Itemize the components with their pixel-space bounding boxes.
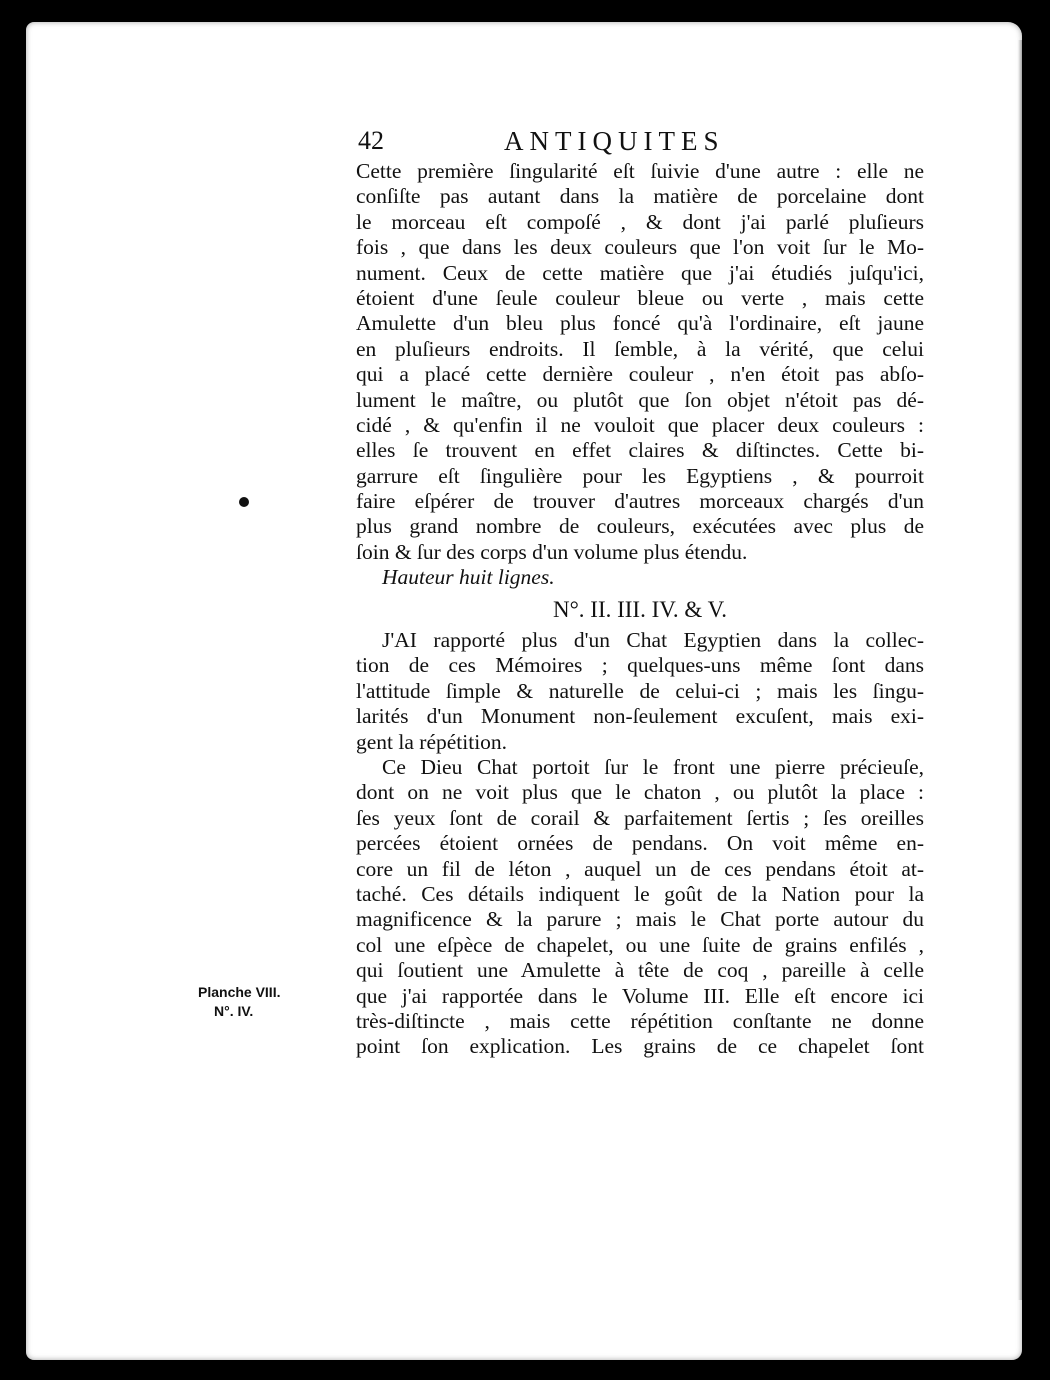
text-line: Ce Dieu Chat portoit ſur le front une pierre précieuſe, (382, 754, 924, 779)
text-line: col une eſpèce de chapelet, ou une ſuite de grains enfilés , (356, 932, 924, 957)
text-line: larités d'un Monument non-ſeulement excuſent, mais exi- (356, 704, 924, 729)
text-line: conſiſte pas autant dans la matière de porcelaine dont (356, 184, 924, 209)
text-line: étoient d'une ſeule couleur bleue ou verte , mais cette (356, 285, 924, 310)
text-line: très-diſtincte , mais cette répétition conſtante ne donne (356, 1008, 924, 1033)
text-line: lument le maître, ou plutôt que ſon objet n'étoit pas dé- (356, 387, 924, 412)
page-header (358, 126, 918, 160)
paragraph-3 (356, 755, 924, 1060)
text-line: point ſon explication. Les grains de ce chapelet ſont (356, 1034, 924, 1059)
text-line: fois , que dans les deux couleurs que l'on voit ſur le Mo- (356, 235, 924, 260)
text-line: taché. Ces détails indiquent le goût de la Nation pour la (356, 881, 924, 906)
text-line: cidé , & qu'enfin il ne vouloit que placer deux couleurs : (356, 412, 924, 437)
text-line: core un fil de léton , auquel un de ces pendans étoit at- (356, 856, 924, 881)
text-line: magnificence & la parure ; mais le Chat porte autour du (356, 907, 924, 932)
paragraph-2 (356, 628, 924, 755)
section-heading: N°. II. III. IV. & V. (552, 596, 728, 622)
ink-dot-mark (239, 497, 249, 507)
text-line: dont on ne voit plus que le chaton , ou plutôt la place : (356, 780, 924, 805)
running-title: ANTIQUITES (504, 126, 725, 156)
margin-note (198, 983, 348, 1021)
page-number: 42 (358, 126, 384, 155)
text-line: faire eſpérer de trouver d'autres morceaux chargés d'un (356, 489, 924, 514)
text-line: ſes yeux ſont de corail & parfaitement ſertis ; ſes oreilles (356, 805, 924, 830)
text-line: gent la répétition. (356, 729, 508, 754)
text-line: tion de ces Mémoires ; quelques-uns même ſont dans (356, 653, 924, 678)
text-line: elles ſe trouvent en effet claires & diſtinctes. Cette bi- (356, 438, 924, 463)
text-line: en pluſieurs endroits. Il ſemble, à la vérité, que celui (356, 336, 924, 361)
text-line: ſoin & ſur des corps d'un volume plus étendu. (356, 539, 748, 564)
text-line: Amulette d'un bleu plus foncé qu'à l'ordinaire, eſt jaune (356, 311, 924, 336)
text-line: garrure eſt ſingulière pour les Egyptiens , & pourroit (356, 463, 924, 488)
text-line: que j'ai rapportée dans le Volume III. Elle eſt encore ici (356, 983, 924, 1008)
margin-note-plate: Planche VIII. (198, 984, 281, 1000)
text-line: J'AI rapporté plus d'un Chat Egyptien dans la collec- (382, 628, 924, 653)
text-line: qui ſoutient une Amulette à tête de coq , pareille à celle (356, 958, 924, 983)
text-line: qui a placé cette dernière couleur , n'en étoit pas abſo- (356, 362, 924, 387)
text-line: plus grand nombre de couleurs, exécutées avec plus de (356, 514, 924, 539)
text-line: l'attitude ſimple & naturelle de celui-ci ; mais les ſingu- (356, 678, 924, 703)
height-note: Hauteur huit lignes. (382, 565, 555, 590)
paragraph-1 (356, 159, 924, 565)
text-line: le morceau eſt compoſé , & dont j'ai parlé pluſieurs (356, 209, 924, 234)
body-text (356, 159, 924, 1060)
text-line: nument. Ceux de cette matière que j'ai étudiés juſqu'ici, (356, 260, 924, 285)
margin-note-number: N°. IV. (214, 1003, 254, 1019)
text-line: Cette première ſingularité eſt ſuivie d'une autre : elle ne (356, 159, 924, 183)
page-edge-shadow (1018, 40, 1024, 1300)
text-line: percées étoient ornées de pendans. On voit même en- (356, 831, 924, 856)
